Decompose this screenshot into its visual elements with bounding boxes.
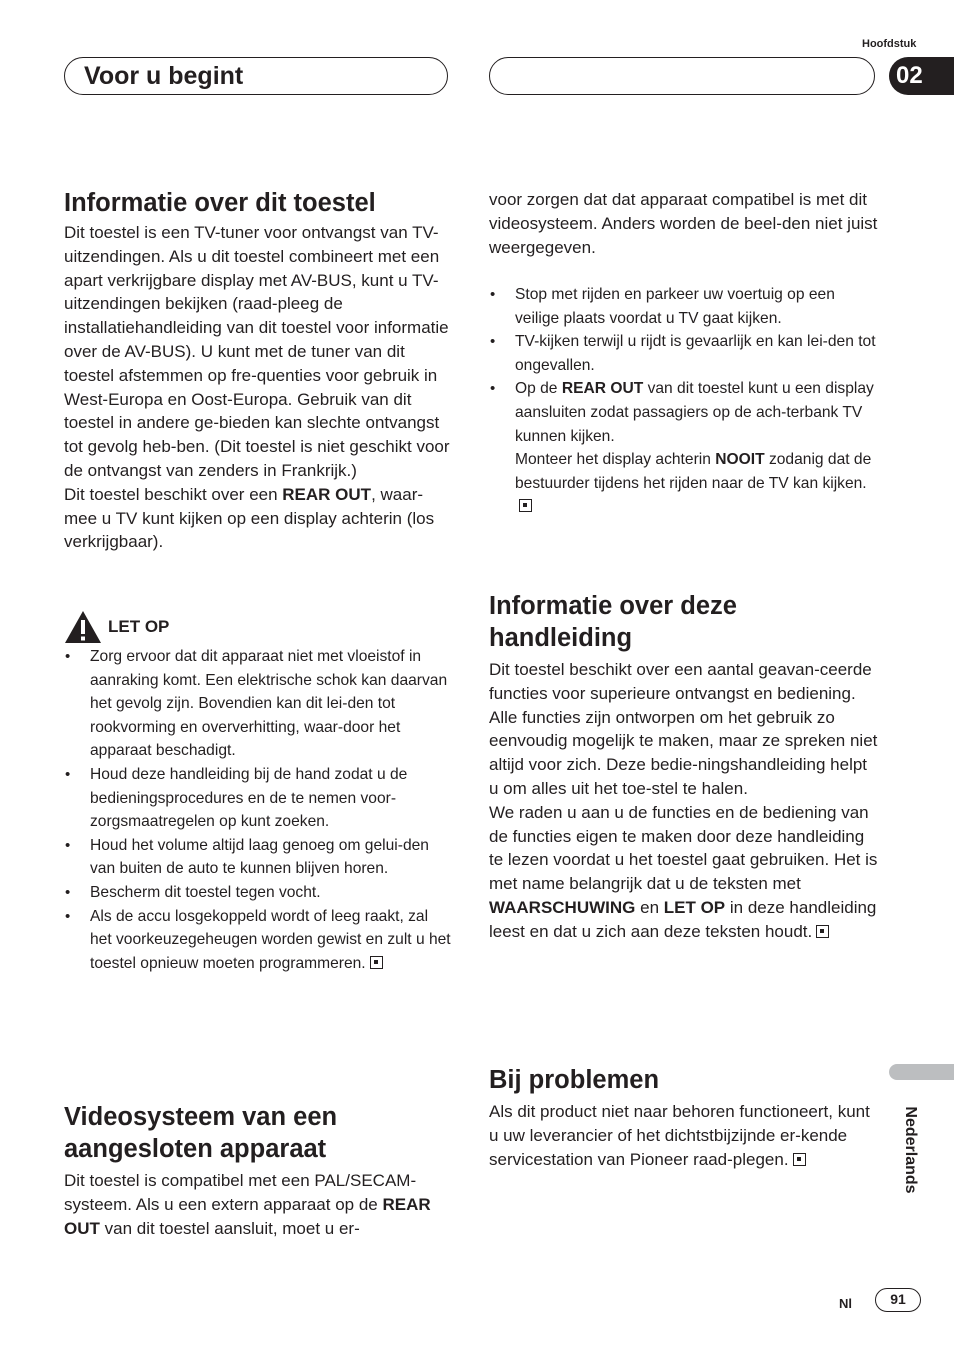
video-system-heading: Videosysteem van een aangesloten apparaat xyxy=(64,1103,338,1163)
end-mark-icon xyxy=(816,925,829,938)
safety-item: • Op de REAR OUT van dit toestel kunt u een display aansluiten zodat passagiers op de ach-terbank TV kunnen kijken. Monteer het display achterin NOOIT zodanig dat de bestuurder tijdens het rijden naar de TV kan kijken. xyxy=(489,377,879,519)
end-mark-icon xyxy=(519,499,532,512)
video-system-section xyxy=(64,1101,454,1240)
info-device-section xyxy=(64,187,454,554)
caution-item: • Houd deze handleiding bij de hand zodat u de bedieningsprocedures en de te nemen voor-zorgsmaatregelen op kunt zoeken. xyxy=(64,763,454,834)
caution-item: • Bescherm dit toestel tegen vocht. xyxy=(64,881,454,905)
manual-info-para1: Dit toestel beschikt over een aantal geavan-ceerde functies voor superieure ontvangst en bediening. Alle functies zijn ontworpen om het gebruik zo eenvoudig mogelijk te maken, maar ze spreken niet altijd voor zich. Deze bedie-ningshandleiding helpt u om alles uit het toe-stel te halen. xyxy=(489,660,878,798)
end-mark-icon xyxy=(370,956,383,969)
safety-item: • TV-kijken terwijl u rijdt is gevaarlijk en kan lei-den tot ongevallen. xyxy=(489,330,879,377)
caution-title: LET OP xyxy=(108,617,170,636)
video-system-continued xyxy=(489,188,879,259)
caution-title-row xyxy=(64,610,454,644)
side-language-label: Nederlands xyxy=(902,1106,919,1194)
manual-info-heading: Informatie over deze handleiding xyxy=(489,592,737,652)
caution-section xyxy=(64,610,454,975)
safety-list xyxy=(489,283,879,519)
problems-para: Als dit product niet naar behoren functioneert, kunt u uw leverancier of het dichtstbijzijnde er-kende servicestation van Pioneer raad-plegen. xyxy=(489,1102,870,1169)
safety-item: • Stop met rijden en parkeer uw voertuig op een veilige plaats voordat u TV gaat kijken. xyxy=(489,283,879,330)
safety-section xyxy=(489,283,879,519)
warning-icon xyxy=(64,610,102,644)
manual-info-section xyxy=(489,590,879,944)
caution-item: • Houd het volume altijd laag genoeg om gelui-den van buiten de auto te kunnen blijven horen. xyxy=(64,834,454,881)
info-device-para2: Dit toestel beschikt over een REAR OUT, waar-mee u TV kunt kijken op een display achterin (los verkrijgbaar). xyxy=(64,484,435,552)
caution-list xyxy=(64,645,454,975)
section-title: Voor u begint xyxy=(84,62,244,90)
caution-item: • Als de accu losgekoppeld wordt of leeg raakt, zal het voorkeuzegeheugen worden gewist en zult u het toestel opnieuw moeten programmeren. xyxy=(64,905,454,976)
page-number: 91 xyxy=(875,1288,921,1312)
info-device-para1: Dit toestel is een TV-tuner voor ontvangst van TV-uitzendingen. Als u dit toestel combineert met een apart verkrijgbare display met AV-BUS, kunt u TV-uitzendingen bekijken (raad-pleeg de installatiehandleiding van dit toestel voor informatie over de AV-BUS). U kunt met de tuner van dit toestel afstemmen op fre-quenties voor gebruik in West-Europa en Oost-Europa. Gebruik van dit toestel in andere ge-bieden kan slechte ontvangst tot gevolg heb-ben. (Dit toestel is niet geschikt voor de ontvangst van zenders in Frankrijk.) xyxy=(64,223,450,480)
problems-heading: Bij problemen xyxy=(489,1066,660,1094)
video-system-para: Dit toestel is compatibel met een PAL/SECAM-systeem. Als u een extern apparaat op de REAR OUT van dit toestel aansluit, moet u er- xyxy=(64,1171,431,1238)
manual-info-para2: We raden u aan u de functies en de bediening van de functies eigen te maken door deze handleiding te lezen voordat u het toestel gaat gebruiken. Het is met name belangrijk dat u de teksten met WAARSCHUWING en LET OP in deze handleiding leest en dat u zich aan deze teksten houdt. xyxy=(489,802,878,941)
header-empty-pill xyxy=(489,57,875,95)
video-system-continued-para: voor zorgen dat dat apparaat compatibel is met dit videosysteem. Anders worden de beel-den niet juist weergegeven. xyxy=(489,190,878,257)
info-device-heading: Informatie over dit toestel xyxy=(64,189,376,217)
language-tab xyxy=(889,1064,954,1080)
caution-item: • Zorg ervoor dat dit apparaat niet met vloeistof in aanraking komt. Een elektrische schok kan daarvan het gevolg zijn. Bovendien kan dit lei-den tot rookvorming en oververhitting, waar-door het apparaat beschadigt. xyxy=(64,645,454,763)
chapter-label: Hoofdstuk xyxy=(862,38,917,50)
chapter-number: 02 xyxy=(896,62,923,89)
problems-section xyxy=(489,1064,879,1171)
language-code: Nl xyxy=(839,1296,852,1311)
end-mark-icon xyxy=(793,1153,806,1166)
